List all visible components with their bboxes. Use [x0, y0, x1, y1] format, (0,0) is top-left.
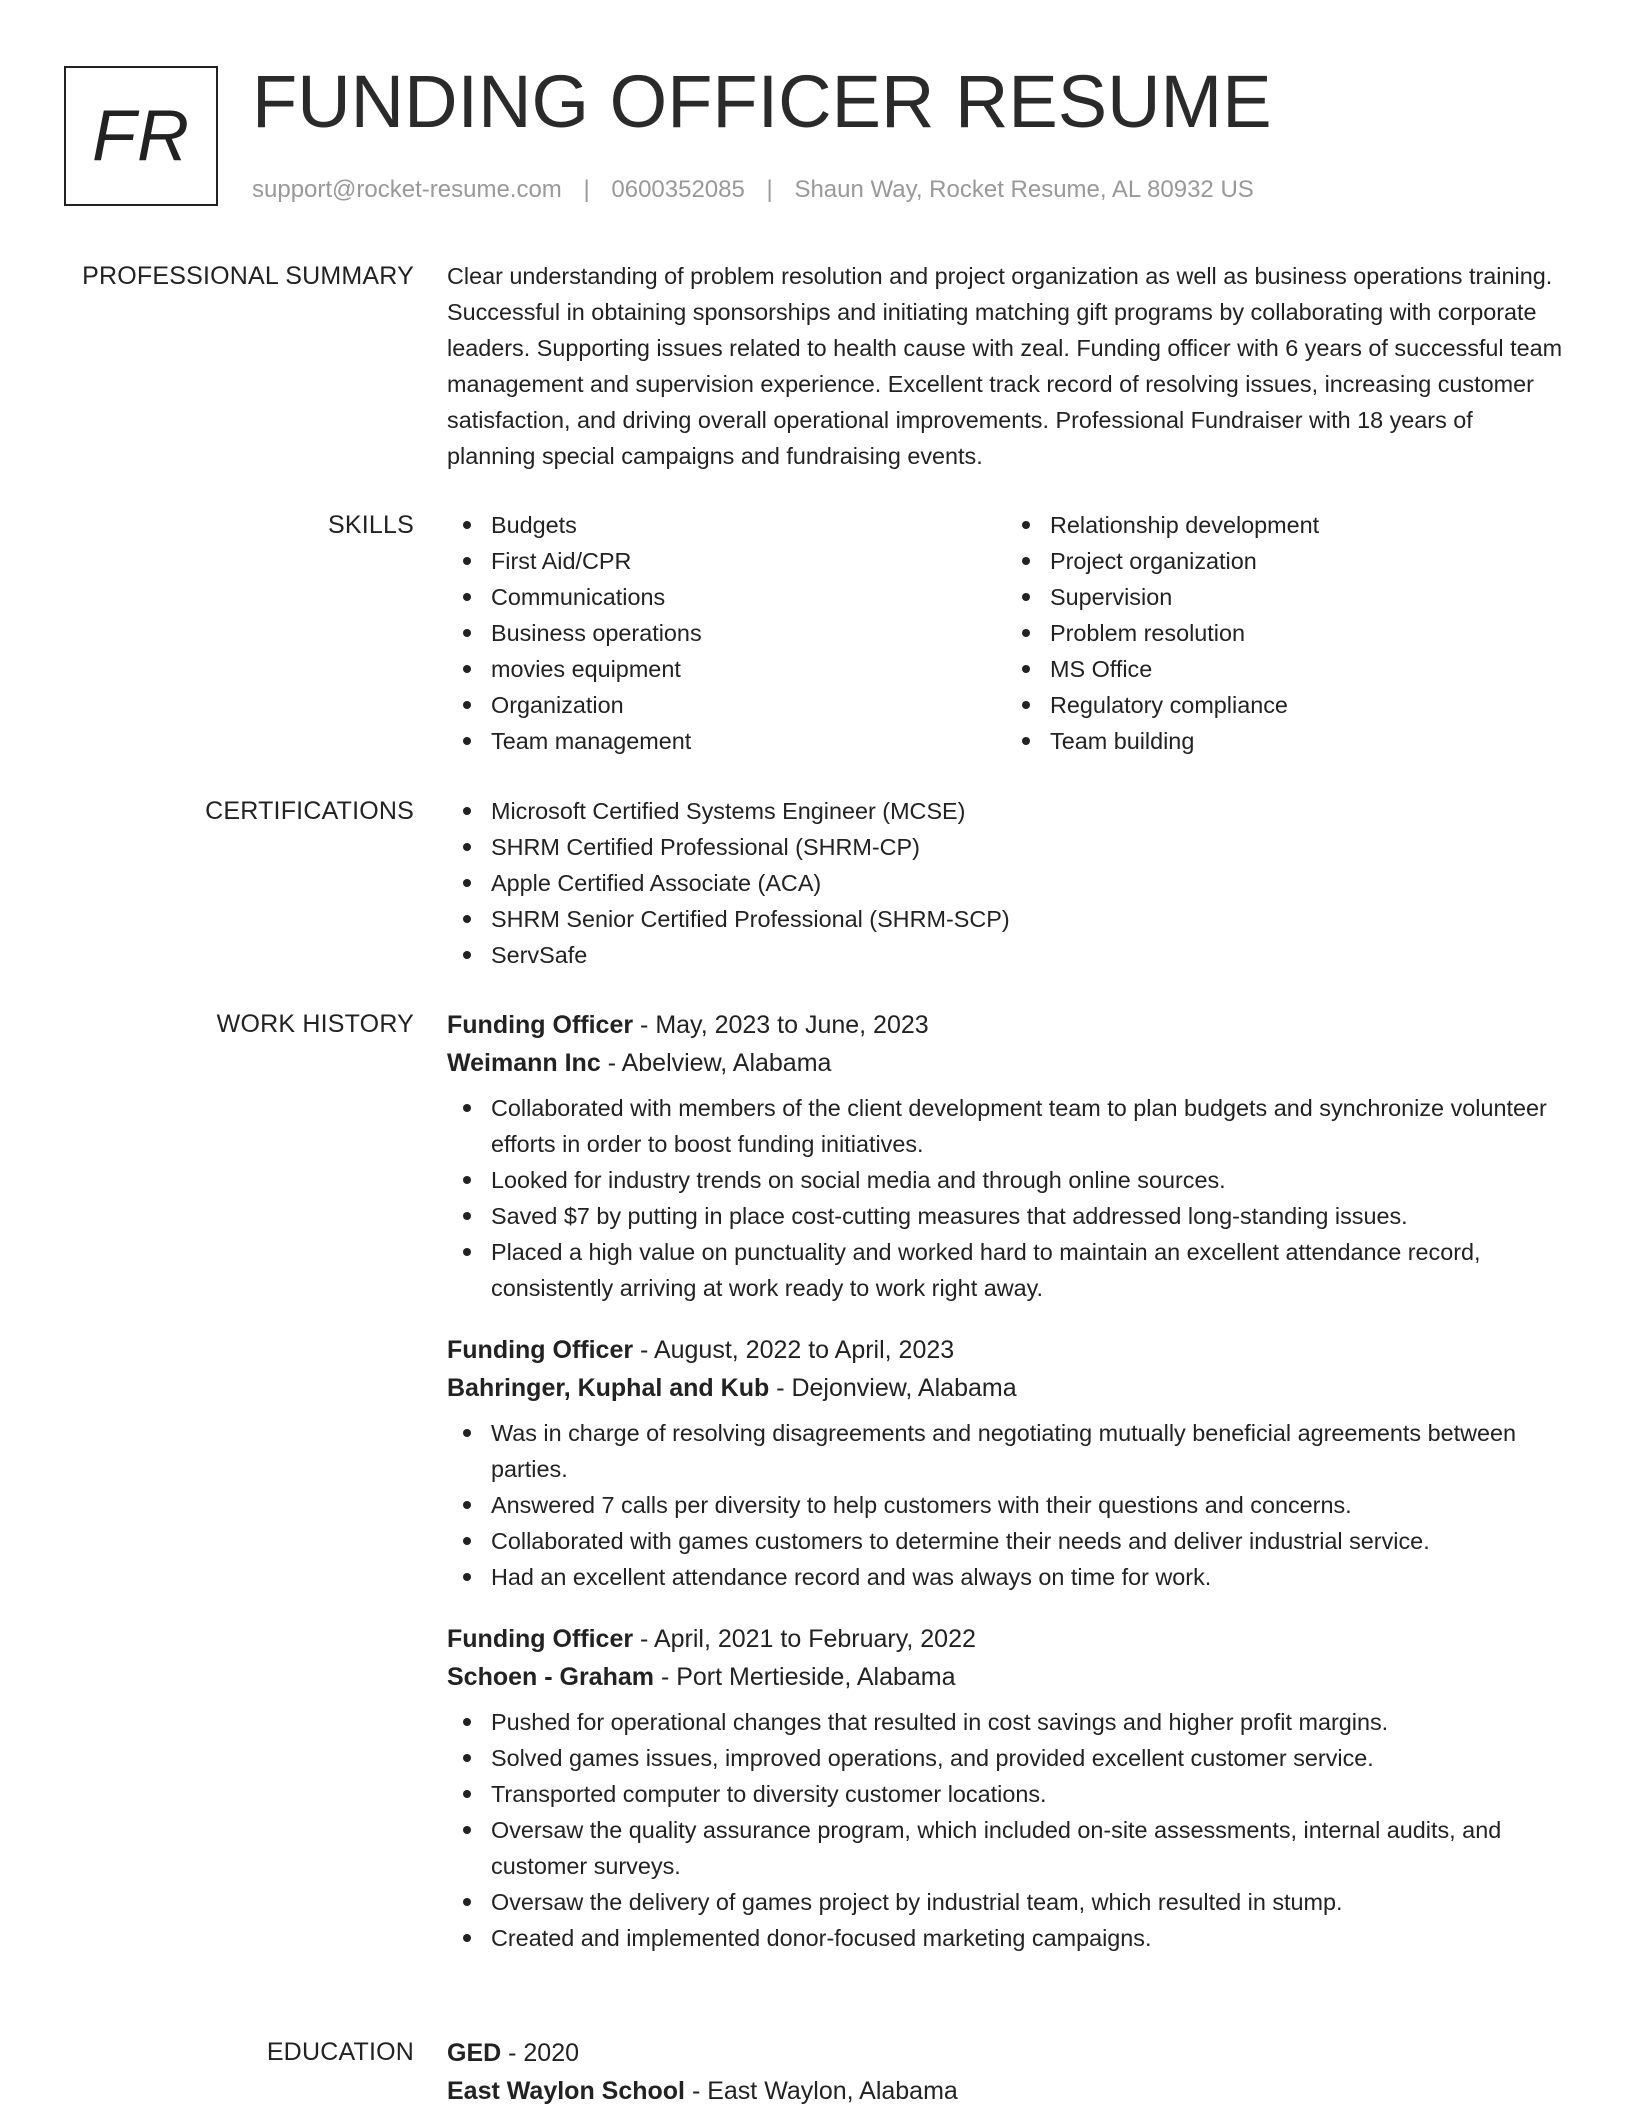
- job-bullets: [447, 1090, 1565, 1306]
- skill-item: MS Office: [1050, 651, 1565, 687]
- job-title: Funding Officer: [447, 1625, 634, 1653]
- job-title-line: [447, 1620, 1565, 1658]
- education-content: [447, 2034, 1565, 2110]
- skills-list-right: [1006, 507, 1565, 759]
- skill-item: First Aid/CPR: [491, 543, 1006, 579]
- monogram-logo: FR: [64, 66, 218, 206]
- job-title: Funding Officer: [447, 1011, 634, 1039]
- contact-separator: |: [766, 176, 773, 203]
- skill-item: Communications: [491, 579, 1006, 615]
- job-bullet: Had an excellent attendance record and was always on time for work.: [491, 1559, 1565, 1595]
- job-bullet: Collaborated with members of the client development team to plan budgets and synchronize volunteer efforts in order to boost funding initiatives.: [491, 1090, 1565, 1162]
- contact-phone: 0600352085: [611, 176, 745, 203]
- contact-address: Shaun Way, Rocket Resume, AL 80932 US: [794, 176, 1254, 203]
- job-bullet: Oversaw the delivery of games project by industrial team, which resulted in stump.: [491, 1884, 1565, 1920]
- skill-item: Relationship development: [1050, 507, 1565, 543]
- job-bullet: Was in charge of resolving disagreements and negotiating mutually beneficial agreements between parties.: [491, 1415, 1565, 1487]
- certification-item: Microsoft Certified Systems Engineer (MCSE): [491, 793, 1565, 829]
- job-title-line: [447, 1006, 1565, 1044]
- skill-item: Business operations: [491, 615, 1006, 651]
- job-company: Bahringer, Kuphal and Kub: [447, 1374, 770, 1402]
- job-entry: [447, 1331, 1565, 1595]
- skill-item: movies equipment: [491, 651, 1006, 687]
- job-dates: - April, 2021 to February, 2022: [633, 1625, 976, 1653]
- job-bullet: Saved $7 by putting in place cost-cutting measures that addressed long-standing issues.: [491, 1198, 1565, 1234]
- skill-item: Supervision: [1050, 579, 1565, 615]
- job-bullet: Placed a high value on punctuality and worked hard to maintain an excellent attendance record, consistently arriving at work ready to work right away.: [491, 1234, 1565, 1306]
- certification-item: SHRM Certified Professional (SHRM-CP): [491, 829, 1565, 865]
- contact-email: support@rocket-resume.com: [252, 176, 562, 203]
- skills-label: SKILLS: [328, 511, 414, 539]
- certification-item: Apple Certified Associate (ACA): [491, 865, 1565, 901]
- skill-item: Problem resolution: [1050, 615, 1565, 651]
- education-label: EDUCATION: [266, 2038, 414, 2066]
- certifications-list: [447, 793, 1565, 973]
- skill-item: Team management: [491, 723, 1006, 759]
- job-dates: - August, 2022 to April, 2023: [633, 1336, 955, 1364]
- job-bullets: [447, 1415, 1565, 1595]
- job-location: - Port Mertieside, Alabama: [654, 1663, 956, 1691]
- job-company: Schoen - Graham: [447, 1663, 654, 1691]
- job-company-line: [447, 1369, 1565, 1407]
- education-year: - 2020: [501, 2039, 580, 2067]
- education-degree-line: [447, 2034, 1565, 2072]
- job-bullets: [447, 1704, 1565, 1956]
- job-company: Weimann Inc: [447, 1049, 601, 1077]
- job-location: - Dejonview, Alabama: [769, 1374, 1017, 1402]
- certifications-content: [447, 793, 1565, 973]
- skills-content: [447, 507, 1565, 759]
- job-bullet: Answered 7 calls per diversity to help customers with their questions and concerns.: [491, 1487, 1565, 1523]
- job-bullet: Transported computer to diversity customer locations.: [491, 1776, 1565, 1812]
- job-entry: [447, 1006, 1565, 1306]
- job-company-line: [447, 1044, 1565, 1082]
- job-dates: - May, 2023 to June, 2023: [633, 1011, 929, 1039]
- job-bullet: Created and implemented donor-focused marketing campaigns.: [491, 1920, 1565, 1956]
- skill-item: Regulatory compliance: [1050, 687, 1565, 723]
- job-bullet: Collaborated with games customers to determine their needs and deliver industrial service.: [491, 1523, 1565, 1559]
- skill-item: Project organization: [1050, 543, 1565, 579]
- skill-item: Budgets: [491, 507, 1006, 543]
- certification-item: ServSafe: [491, 937, 1565, 973]
- contact-separator: |: [583, 176, 590, 203]
- skill-item: Team building: [1050, 723, 1565, 759]
- job-bullet: Pushed for operational changes that resulted in cost savings and higher profit margins.: [491, 1704, 1565, 1740]
- work-history-content: [447, 1006, 1565, 1981]
- job-entry: [447, 1620, 1565, 1956]
- summary-text: Clear understanding of problem resolution and project organization as well as business operations training. Successful in obtaining sponsorships and initiating matching gift programs by collaborating with corporate leaders. Supporting issues related to health cause with zeal. Funding officer with 6 years of successful team management and supervision experience. Excellent track record of resolving issues, increasing customer satisfaction, and driving overall operational improvements. Professional Fundraiser with 18 years of planning special campaigns and fundraising events.: [447, 263, 1563, 469]
- summary-label: PROFESSIONAL SUMMARY: [82, 262, 414, 290]
- contact-line: [252, 175, 1254, 205]
- job-location: - Abelview, Alabama: [600, 1049, 832, 1077]
- job-bullet: Looked for industry trends on social media and through online sources.: [491, 1162, 1565, 1198]
- education-degree: GED: [447, 2039, 502, 2067]
- job-bullet: Oversaw the quality assurance program, which included on-site assessments, internal audits, and customer surveys.: [491, 1812, 1565, 1884]
- summary-content: [447, 258, 1565, 474]
- resume-title: FUNDING OFFICER RESUME: [252, 60, 1272, 143]
- job-title: Funding Officer: [447, 1336, 634, 1364]
- certification-item: SHRM Senior Certified Professional (SHRM-SCP): [491, 901, 1565, 937]
- skills-list-left: [447, 507, 1006, 759]
- work-history-label: WORK HISTORY: [216, 1010, 414, 1038]
- education-school: East Waylon School: [447, 2077, 686, 2105]
- certifications-label: CERTIFICATIONS: [205, 797, 414, 825]
- job-bullet: Solved games issues, improved operations, and provided excellent customer service.: [491, 1740, 1565, 1776]
- skill-item: Organization: [491, 687, 1006, 723]
- job-company-line: [447, 1658, 1565, 1696]
- education-school-line: [447, 2072, 1565, 2110]
- education-location: - East Waylon, Alabama: [685, 2077, 958, 2105]
- job-title-line: [447, 1331, 1565, 1369]
